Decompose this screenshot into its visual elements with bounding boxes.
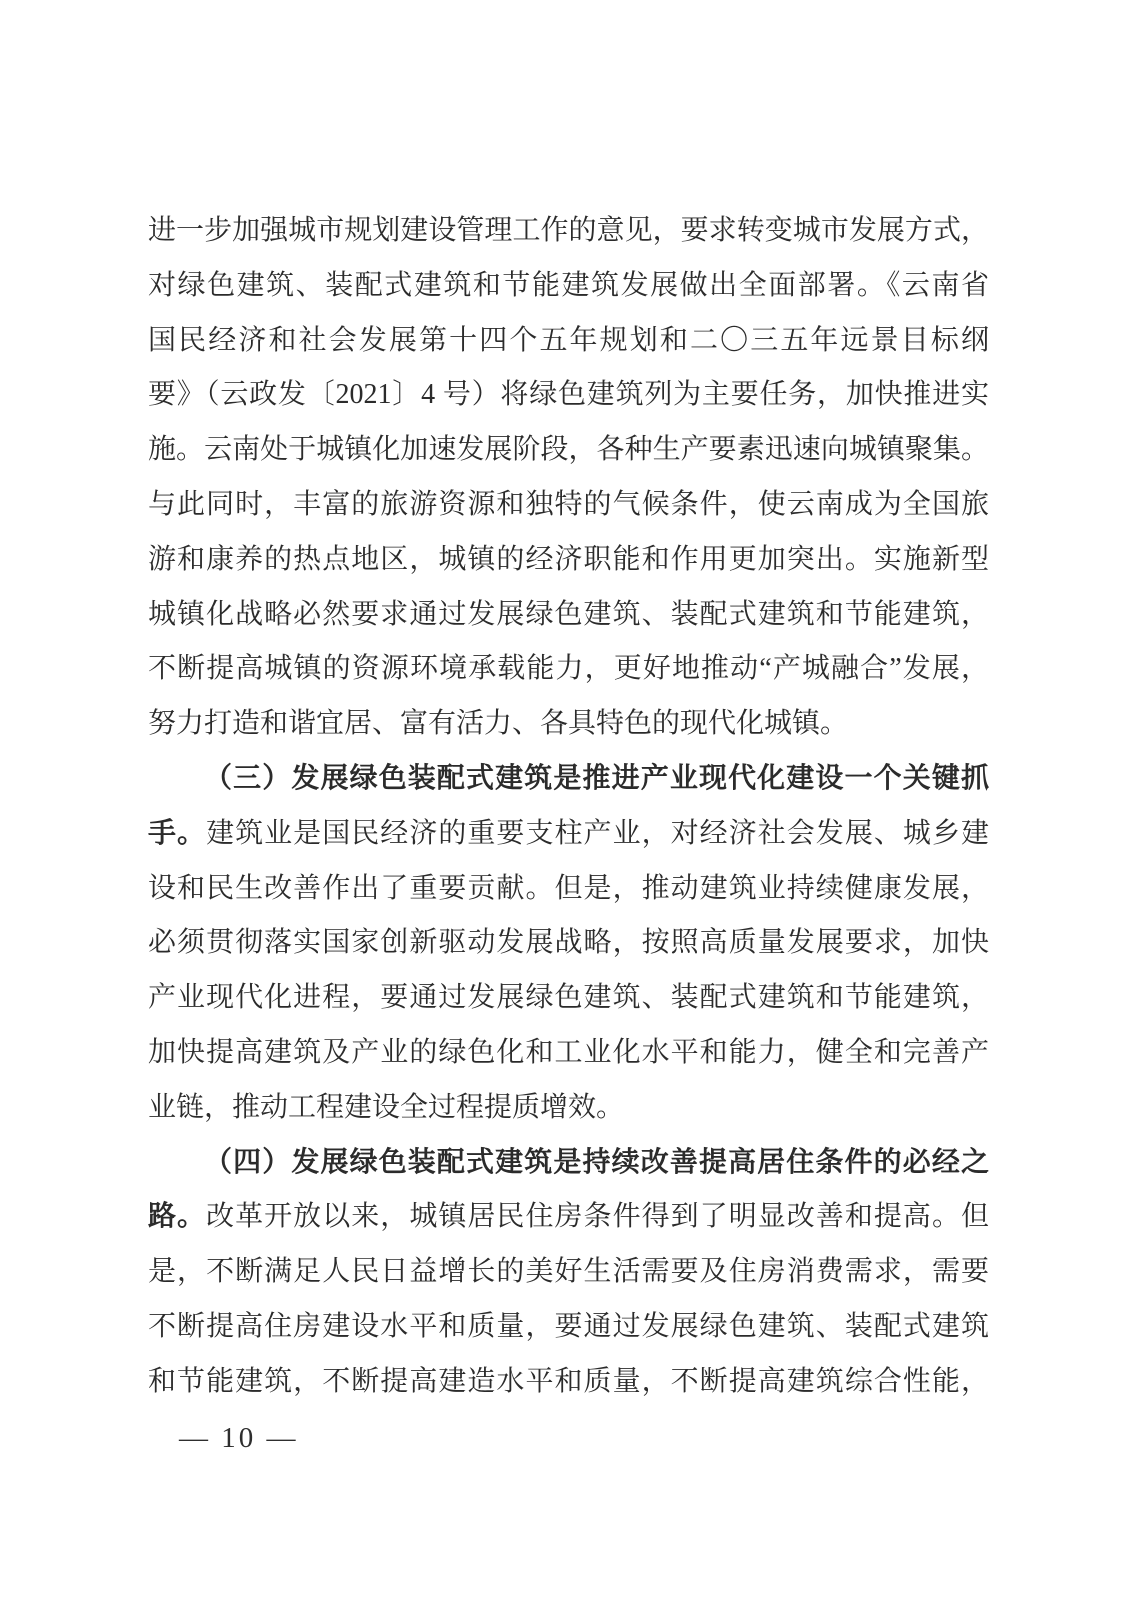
text-line — [148, 314, 989, 369]
text-line — [148, 588, 989, 643]
text-line — [148, 533, 989, 588]
line-text: 必须贯彻落实国家创新驱动发展战略，按照高质量发展要求，加快 — [148, 927, 989, 959]
line-text: 要》（云政发〔2021〕4 号）将绿色建筑列为主要任务，加快推进实 — [148, 379, 989, 411]
text-line — [148, 1355, 989, 1410]
page-number: — 10 — — [179, 1422, 299, 1454]
text-line — [148, 807, 989, 862]
heading-runover-text: 手。 — [148, 817, 207, 849]
line-text: 游和康养的热点地区，城镇的经济职能和作用更加突出。实施新型 — [148, 543, 989, 575]
line-text: 城镇化战略必然要求通过发展绿色建筑、装配式建筑和节能建筑， — [148, 598, 989, 630]
section-heading-line — [148, 752, 989, 807]
line-text: 与此同时，丰富的旅游资源和独特的气候条件，使云南成为全国旅 — [148, 488, 989, 520]
line-text: 建筑业是国民经济的重要支柱产业，对经济社会发展、城乡建 — [206, 817, 989, 849]
text-line paragraph-end — [148, 1081, 989, 1136]
line-text: 改革开放以来，城镇居民住房条件得到了明显改善和提高。但 — [206, 1201, 989, 1233]
line-text: 业链，推动工程建设全过程提质增效。 — [148, 1091, 625, 1123]
text-line — [148, 971, 989, 1026]
text-line — [148, 1026, 989, 1081]
text-line — [148, 259, 989, 314]
heading-text: （三）发展绿色装配式建筑是推进产业现代化建设一个关键抓 — [204, 762, 989, 794]
section-heading-line — [148, 1136, 989, 1191]
line-text: 进一步加强城市规划建设管理工作的意见，要求转变城市发展方式， — [148, 215, 989, 246]
line-text: 不断提高住房建设水平和质量，要通过发展绿色建筑、装配式建筑 — [148, 1310, 989, 1342]
line-text: 不断提高城镇的资源环境承载能力，更好地推动“产城融合”发展， — [148, 653, 989, 685]
heading-text: （四）发展绿色装配式建筑是持续改善提高居住条件的必经之 — [204, 1146, 989, 1178]
text-line — [148, 1190, 989, 1245]
line-text: 产业现代化进程，要通过发展绿色建筑、装配式建筑和节能建筑， — [148, 982, 989, 1014]
line-text: 加快提高建筑及产业的绿色化和工业化水平和能力，健全和完善产 — [148, 1036, 989, 1068]
heading-runover-text: 路。 — [148, 1201, 207, 1233]
line-text: 努力打造和谐宜居、富有活力、各具特色的现代化城镇。 — [148, 708, 849, 740]
text-line — [148, 423, 989, 478]
line-text: 国民经济和社会发展第十四个五年规划和二〇三五年远景目标纲 — [148, 324, 989, 356]
text-line — [148, 368, 989, 423]
line-text: 施。云南处于城镇化加速发展阶段，各种生产要素迅速向城镇聚集。 — [148, 434, 989, 466]
text-line — [148, 478, 989, 533]
line-text: 和节能建筑，不断提高建造水平和质量，不断提高建筑综合性能， — [148, 1365, 989, 1397]
text-line — [148, 204, 989, 259]
text-line — [148, 642, 989, 697]
text-line paragraph-end — [148, 697, 989, 752]
line-text: 对绿色建筑、装配式建筑和节能建筑发展做出全面部署。《云南省 — [148, 269, 989, 301]
line-text: 是，不断满足人民日益增长的美好生活需要及住房消费需求，需要 — [148, 1256, 989, 1288]
text-line — [148, 916, 989, 971]
text-line — [148, 1245, 989, 1300]
text-line — [148, 862, 989, 917]
document-text-block — [148, 204, 989, 1410]
text-line — [148, 1300, 989, 1355]
line-text: 设和民生改善作出了重要贡献。但是，推动建筑业持续健康发展， — [148, 872, 989, 904]
